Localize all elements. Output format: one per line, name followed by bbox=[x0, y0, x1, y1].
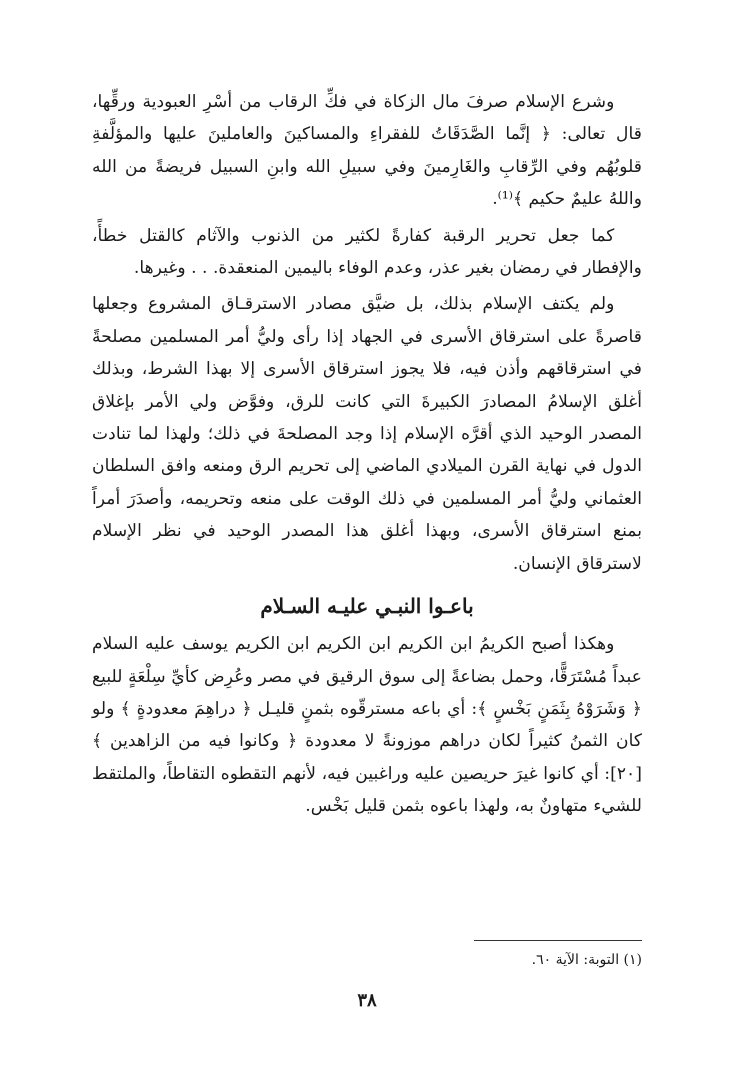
footnote-divider bbox=[474, 940, 642, 941]
paragraph-expiation: كما جعل تحرير الرقبة كفارةً لكثير من الذنوب والآثام كالقتل خطأً، والإفطار في رمضان بغير عذر، وعدم الوفاء باليمين المنعقدة. . . وغيرها. bbox=[92, 225, 642, 279]
paragraph-slavery-sources: ولم يكتف الإسلام بذلك، بل ضيَّق مصادر الاسترقـاق المشروع وجعلها قاصرةً على استرقاق الأسرى في الجهاد إذا رأى وليُّ أمر المسلمين مصلحةً في استرقاقهم وأذن فيه، فلا يجوز استرقاق الأسرى إلا بهذا الشرط، وبذلك أغلق الإسلامُ المصادرَ الكبيرةَ التي كانت للرق، وفوَّض ولي الأمر بإغلاق المصدر الوحيد الذي أقرَّه الإسلام إذا وجد المصلحةَ في ذلك؛ ولهذا لما تنادت الدول في نهاية القرن الميلادي الماضي إلى تحريم الرق ومنعه وافق السلطان العثماني وليُّ أمر المسلمين في ذلك الوقت على منعه وتحريمه، وأصدَرَ أمراً بمنع استرقاق الأسرى، وبهذا أغلق هذا المصدر الوحيد في نظر الإسلام لاسترقاق الإنسان. bbox=[92, 294, 642, 574]
page-number: ٣٨ bbox=[357, 990, 377, 1011]
footnote: (١) التوبة: الآية ٦٠. bbox=[531, 952, 642, 968]
paragraph-zakat: وشرع الإسلام صرفَ مال الزكاة في فكِّ الرقاب من أسْرِ العبودية ورقِّها، قال تعالى: ﴿ إنَّما الصَّدَقَاتُ للفقراءِ والمساكينَ والعاملينَ عليها والمؤلَّفةِ قلوبُهُم وفي الرِّقابِ والغَارِمينَ وفي سبيلِ الله وابنِ السبيل فريضةً من الله واللهُ عليمٌ حكيم ﴾⁽¹⁾. bbox=[92, 92, 642, 210]
section-heading: باعـوا النبـي عليـه السـلام bbox=[260, 594, 474, 619]
paragraph-yusuf: وهكذا أصبح الكريمُ ابن الكريم ابن الكريم ابن الكريم يوسف عليه السلام عبداً مُسْتَرَقًّا، وحمل بضاعةً إلى سوق الرقيق في مصر وعُرِض كأيِّ سِلْعَةٍ للبيع ﴿ وَشَرَوْهُ بِثَمَنٍ بَخْسٍ ﴾: أي باعه مسترقّوه بثمنٍ قليـل ﴿ دراهِمَ معدودةٍ ﴾ ولو كان الثمنُ كثيراً لكان دراهم موزونةً لا معدودة ﴿ وكانوا فيه من الزاهدين ﴾ [٢٠]: أي كانوا غيرَ حريصين عليه وراغبين فيه، لأنهم التقطوه التقاطاً، والملتقط للشيء متهاونٌ به، ولهذا باعوه بثمن قليل بَخْس. bbox=[92, 634, 642, 817]
page-body bbox=[92, 86, 642, 1030]
